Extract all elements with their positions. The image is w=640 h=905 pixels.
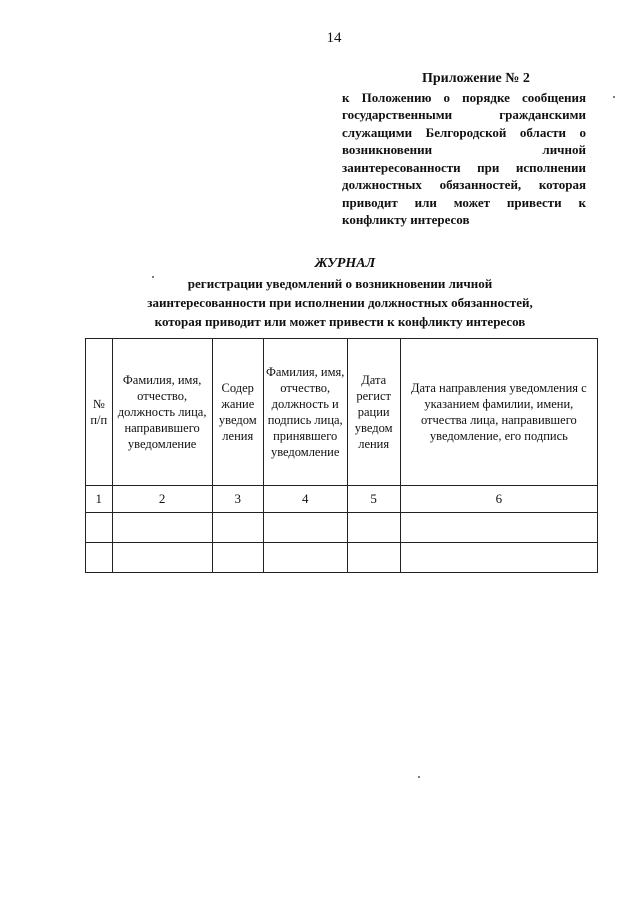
appendix-block <box>342 70 586 229</box>
table-cell <box>86 513 113 543</box>
column-number-cell: 4 <box>263 486 347 513</box>
column-number-cell: 5 <box>347 486 400 513</box>
table-row <box>86 543 598 573</box>
header-cell-receiver: Фамилия, имя, отчество, должность и подпись лица, принявшего уведомление <box>263 339 347 486</box>
column-number-cell: 3 <box>212 486 263 513</box>
header-cell-number: № п/п <box>86 339 113 486</box>
header-cell-sender: Фамилия, имя, отчество, должность лица, направившего уведомление <box>112 339 212 486</box>
table-cell <box>347 513 400 543</box>
register-table <box>85 338 598 573</box>
header-cell-registration-date: Дата регист рации уведом ления <box>347 339 400 486</box>
table-cell <box>347 543 400 573</box>
table-cell <box>212 513 263 543</box>
table-cell <box>112 543 212 573</box>
table-cell <box>400 543 597 573</box>
table-cell <box>263 513 347 543</box>
appendix-text: к Положению о порядке сообщения государственными гражданскими служащими Белгородской области о возникновении личной заинтересованности при исполнении должностных обязанностей, которая приводит или может привести к конфликту интересов <box>342 89 586 227</box>
page-number: 14 <box>326 30 342 46</box>
table-header-row <box>86 339 598 486</box>
column-number-cell: 2 <box>112 486 212 513</box>
table-cell <box>86 543 113 573</box>
scan-speck <box>613 96 615 98</box>
column-number-cell: 6 <box>400 486 597 513</box>
table-row <box>86 513 598 543</box>
table-cell <box>112 513 212 543</box>
column-number-cell: 1 <box>86 486 113 513</box>
journal-subtitle <box>80 274 600 331</box>
table-cell <box>212 543 263 573</box>
journal-subtitle-line: регистрации уведомлений о возникновении личной <box>187 276 493 291</box>
journal-subtitle-line: которая приводит или может привести к конфликту интересов <box>154 314 526 329</box>
table-cell <box>263 543 347 573</box>
table-row-column-numbers <box>86 486 598 513</box>
table-cell <box>400 513 597 543</box>
journal-subtitle-line: заинтересованности при исполнении должностных обязанностей, <box>147 295 533 310</box>
header-cell-content: Содер жание уведом ления <box>212 339 263 486</box>
journal-title: ЖУРНАЛ <box>314 256 376 271</box>
header-cell-sending-date: Дата направления уведомления с указанием фамилии, имени, отчества лица, направившего уведомление, его подпись <box>400 339 597 486</box>
scan-speck <box>152 276 154 278</box>
scan-speck <box>418 776 420 778</box>
appendix-title: Приложение № 2 <box>422 71 530 86</box>
journal-heading <box>80 256 600 331</box>
